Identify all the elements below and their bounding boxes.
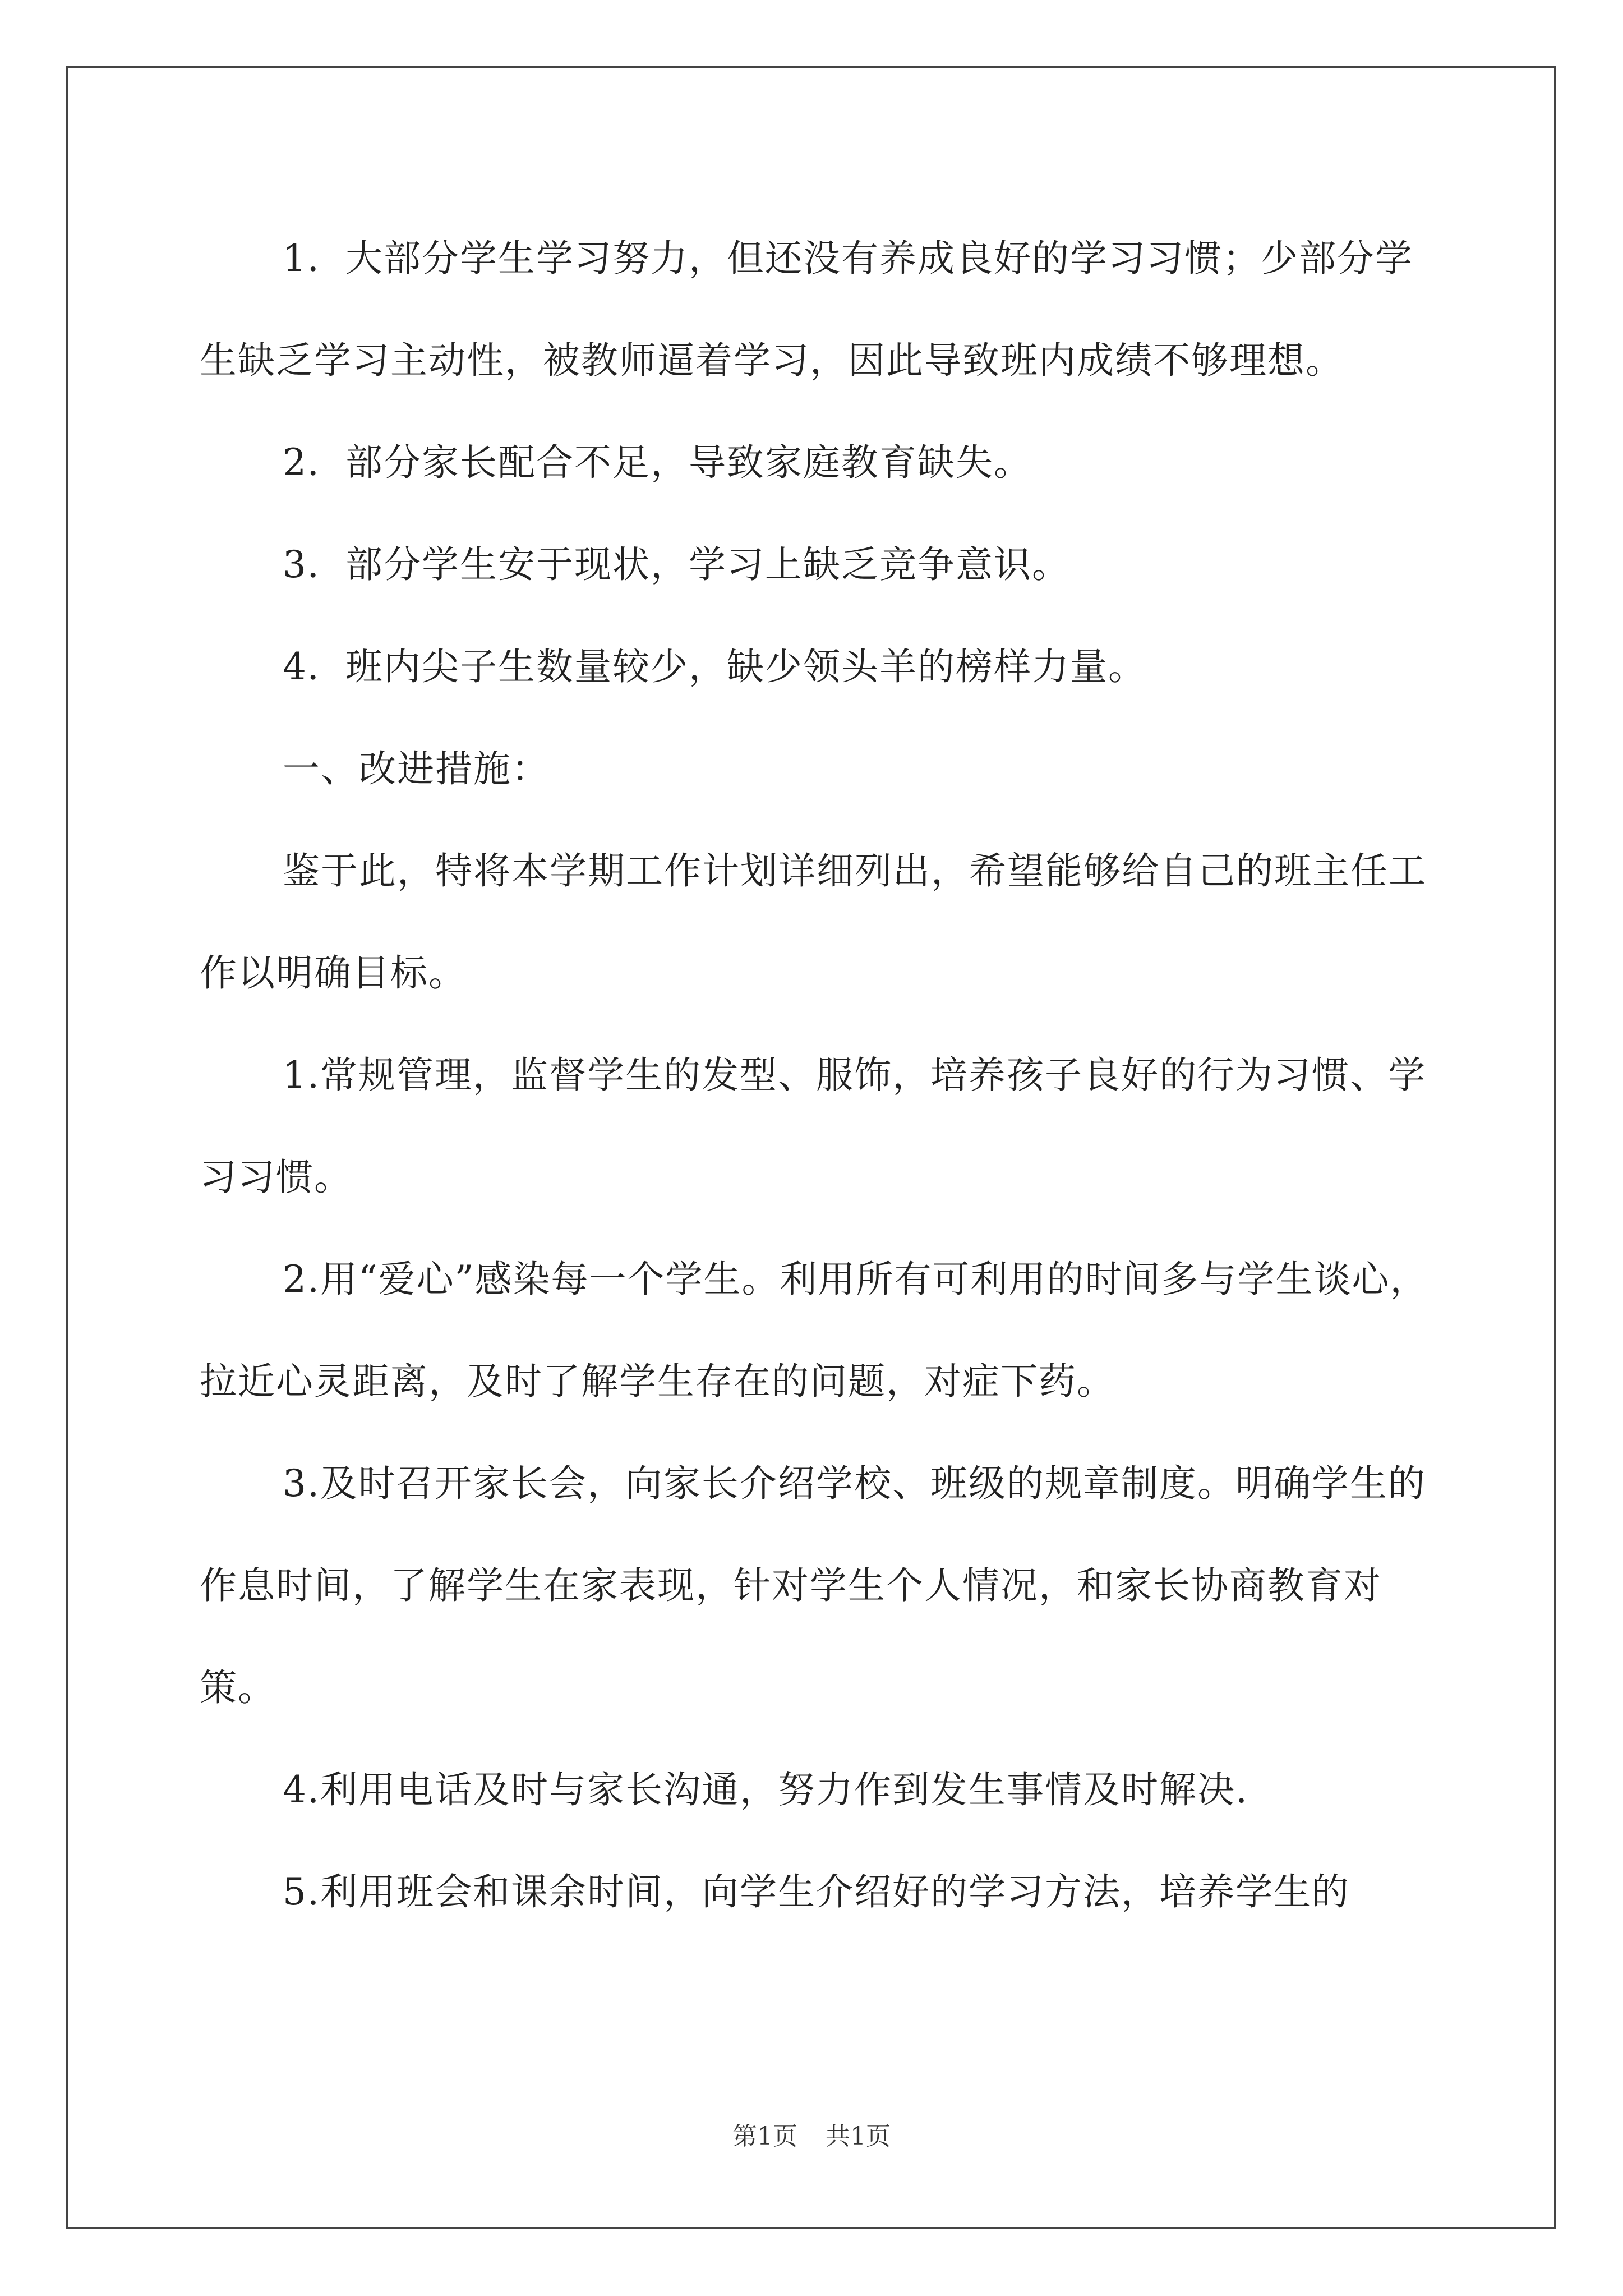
section-heading: 一、改进措施： [283,747,550,790]
paragraph: 3.及时召开家长会，向家长介绍学校、班级的规章制度。明确学生的作息时间，了解学生在家表现，针对学生个人情况，和家长协商教育对策。 [200,1462,1426,1709]
page-number: 第1页 [732,2122,797,2151]
paragraph: 2.用“爱心”感染每一个学生。利用所有可利用的时间多与学生谈心，拉近心灵距离，及时了解学生存在的问题，对症下药。 [200,1258,1428,1403]
paragraph: 1.常规管理，监督学生的发型、服饰，培养孩子良好的行为习惯、学习习惯。 [200,1053,1426,1199]
page-footer [0,2116,1623,2152]
paragraph: 4．班内尖子生数量较少，缺少领头羊的榜样力量。 [283,645,1146,688]
page-total: 共1页 [826,2122,891,2151]
document-body [200,208,1433,1943]
paragraph: 鉴于此，特将本学期工作计划详细列出，希望能够给自己的班主任工作以明确目标。 [200,849,1427,995]
paragraph: 3．部分学生安于现状，学习上缺乏竞争意识。 [283,543,1070,586]
paragraph: 2．部分家长配合不足，导致家庭教育缺失。 [283,441,1032,484]
paragraph: 5.利用班会和课余时间，向学生介绍好的学习方法，培养学生的 [283,1870,1350,1913]
paragraph: 1．大部分学生学习努力，但还没有养成良好的学习习惯；少部分学生缺乏学习主动性，被教师逼着学习，因此导致班内成绩不够理想。 [200,237,1413,382]
paragraph: 4.利用电话及时与家长沟通，努力作到发生事情及时解决. [283,1768,1248,1811]
